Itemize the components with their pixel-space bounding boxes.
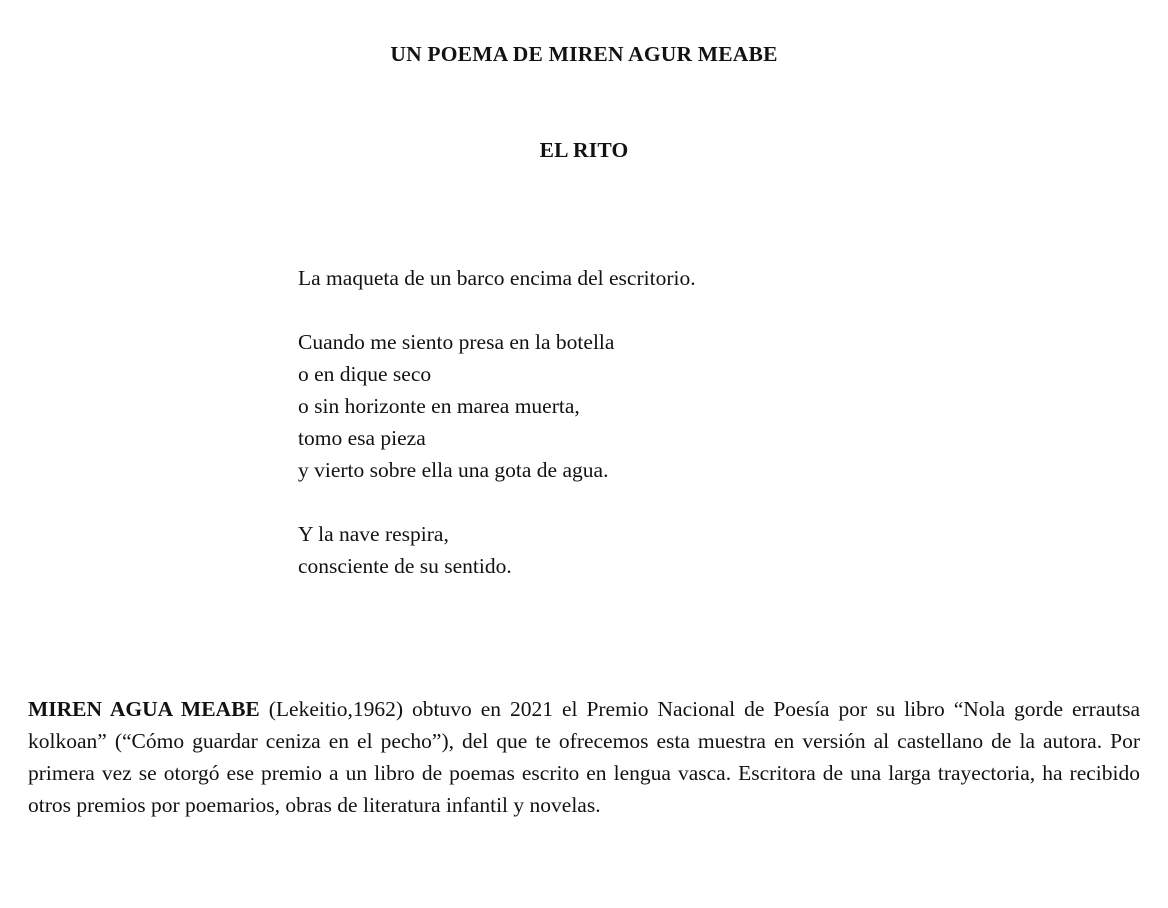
poem-line: Cuando me siento presa en la botella [298,330,615,354]
poem-line: y vierto sobre ella una gota de agua. [298,458,609,482]
poem-line: consciente de su sentido. [298,554,512,578]
author-name: MIREN AGUA MEABE [28,697,260,721]
poem-stanza-2 [298,326,1140,486]
poem-line: La maqueta de un barco encima del escritorio. [298,266,696,290]
poem-stanza-1 [298,262,1140,294]
poem-title: EL RITO [539,138,629,162]
poem-line: o en dique seco [298,362,432,386]
poem-stanza-3 [298,518,1140,582]
author-bio [28,693,1140,821]
poem-line: tomo esa pieza [298,426,426,450]
document-title: UN POEMA DE MIREN AGUR MEABE [390,42,778,66]
poem-line: o sin horizonte en marea muerta, [298,394,580,418]
poem [298,262,1140,582]
poem-line: Y la nave respira, [298,522,449,546]
author-bio-text: (Lekeitio,1962) obtuvo en 2021 el Premio Nacional de Poesía por su libro “Nola gorde errautsa kolkoan” (“Cómo guardar ceniza en el pecho”), del que te ofrecemos esta muestra en versión al castellano de la autora. Por primera vez se otorgó ese premio a un libro de poemas escrito en lengua vasca. Escritora de una larga trayectoria, ha recibido otros premios por poemarios, obras de literatura infantil y novelas. [28,697,1140,817]
